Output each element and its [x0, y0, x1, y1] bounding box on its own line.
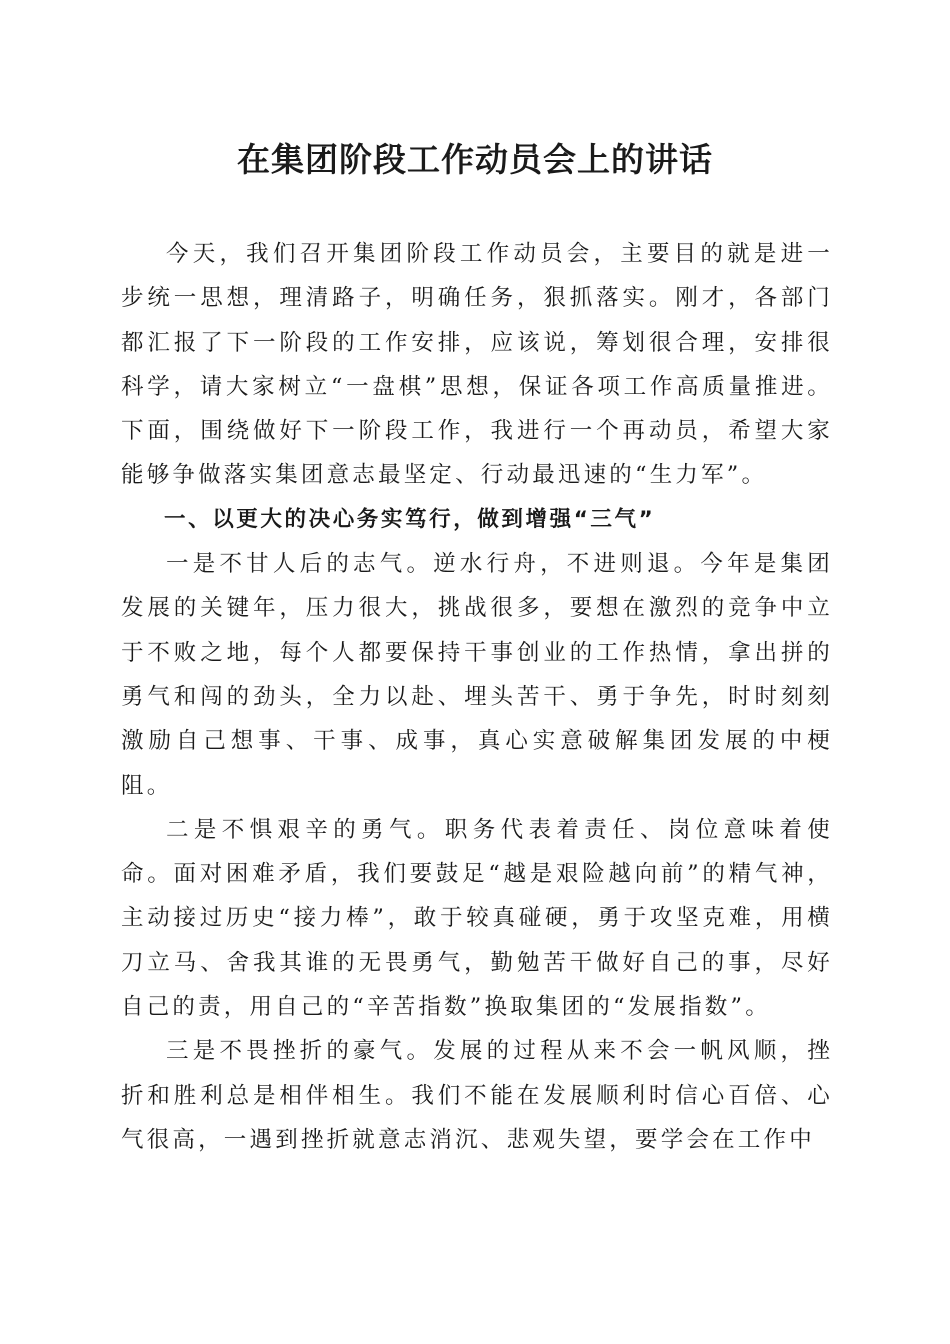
paragraph-2 — [121, 808, 833, 1029]
paragraph-text: 发展的过程从来不会一帆风顺，挫折和胜利总是相伴相生。我们不能在发展顺利时信心百倍、心气很高，一遇到挫折就意志消沉、悲观失望，要学会在工作中 — [121, 1038, 833, 1153]
page-title: 在集团阶段工作动员会上的讲话 — [237, 140, 713, 179]
paragraph-text: 逆水行舟，不进则退。今年是集团发展的关键年，压力很大，挑战很多，要想在激烈的竞争中立于不败之地，每个人都要保持干事创业的工作热情，拿出拼的勇气和闯的劲头，全力以赴、埋头苦干、勇于争先，时时刻刻激励自己想事、干事、成事，真心实意破解集团发展的中梗阻。 — [121, 551, 833, 799]
paragraph-1 — [121, 542, 833, 808]
paragraph-lead: 三是不畏挫折的豪气。 — [166, 1038, 434, 1065]
paragraph-text: 职务代表着责任、岗位意味着使命。面对困难矛盾，我们要鼓足“越是艰险越向前”的精气神，主动接过历史“接力棒”，敢于较真碰硬，勇于攻坚克难，用横刀立马、舍我其谁的无畏勇气，勤勉苦干做好自己的事，尽好自己的责，用自己的“辛苦指数”换取集团的“发展指数”。 — [121, 816, 833, 1021]
intro-paragraph: 今天，我们召开集团阶段工作动员会，主要目的就是进一步统一思想，理清路子，明确任务，狠抓落实。刚才，各部门都汇报了下一阶段的工作安排，应该说，筹划很合理，安排很科学，请大家树立“一盘棋”思想，保证各项工作高质量推进。下面，围绕做好下一阶段工作，我进行一个再动员，希望大家能够争做落实集团意志最坚定、行动最迅速的“生力军”。 — [121, 241, 833, 489]
paragraph-lead: 二是不惧艰辛的勇气。 — [166, 816, 445, 843]
section-heading: 一、以更大的决心务实笃行，做到增强“三气” — [164, 506, 656, 532]
paragraph-lead: 一是不甘人后的志气。 — [166, 551, 434, 578]
paragraph-3 — [121, 1029, 833, 1162]
document-body — [121, 232, 833, 1162]
